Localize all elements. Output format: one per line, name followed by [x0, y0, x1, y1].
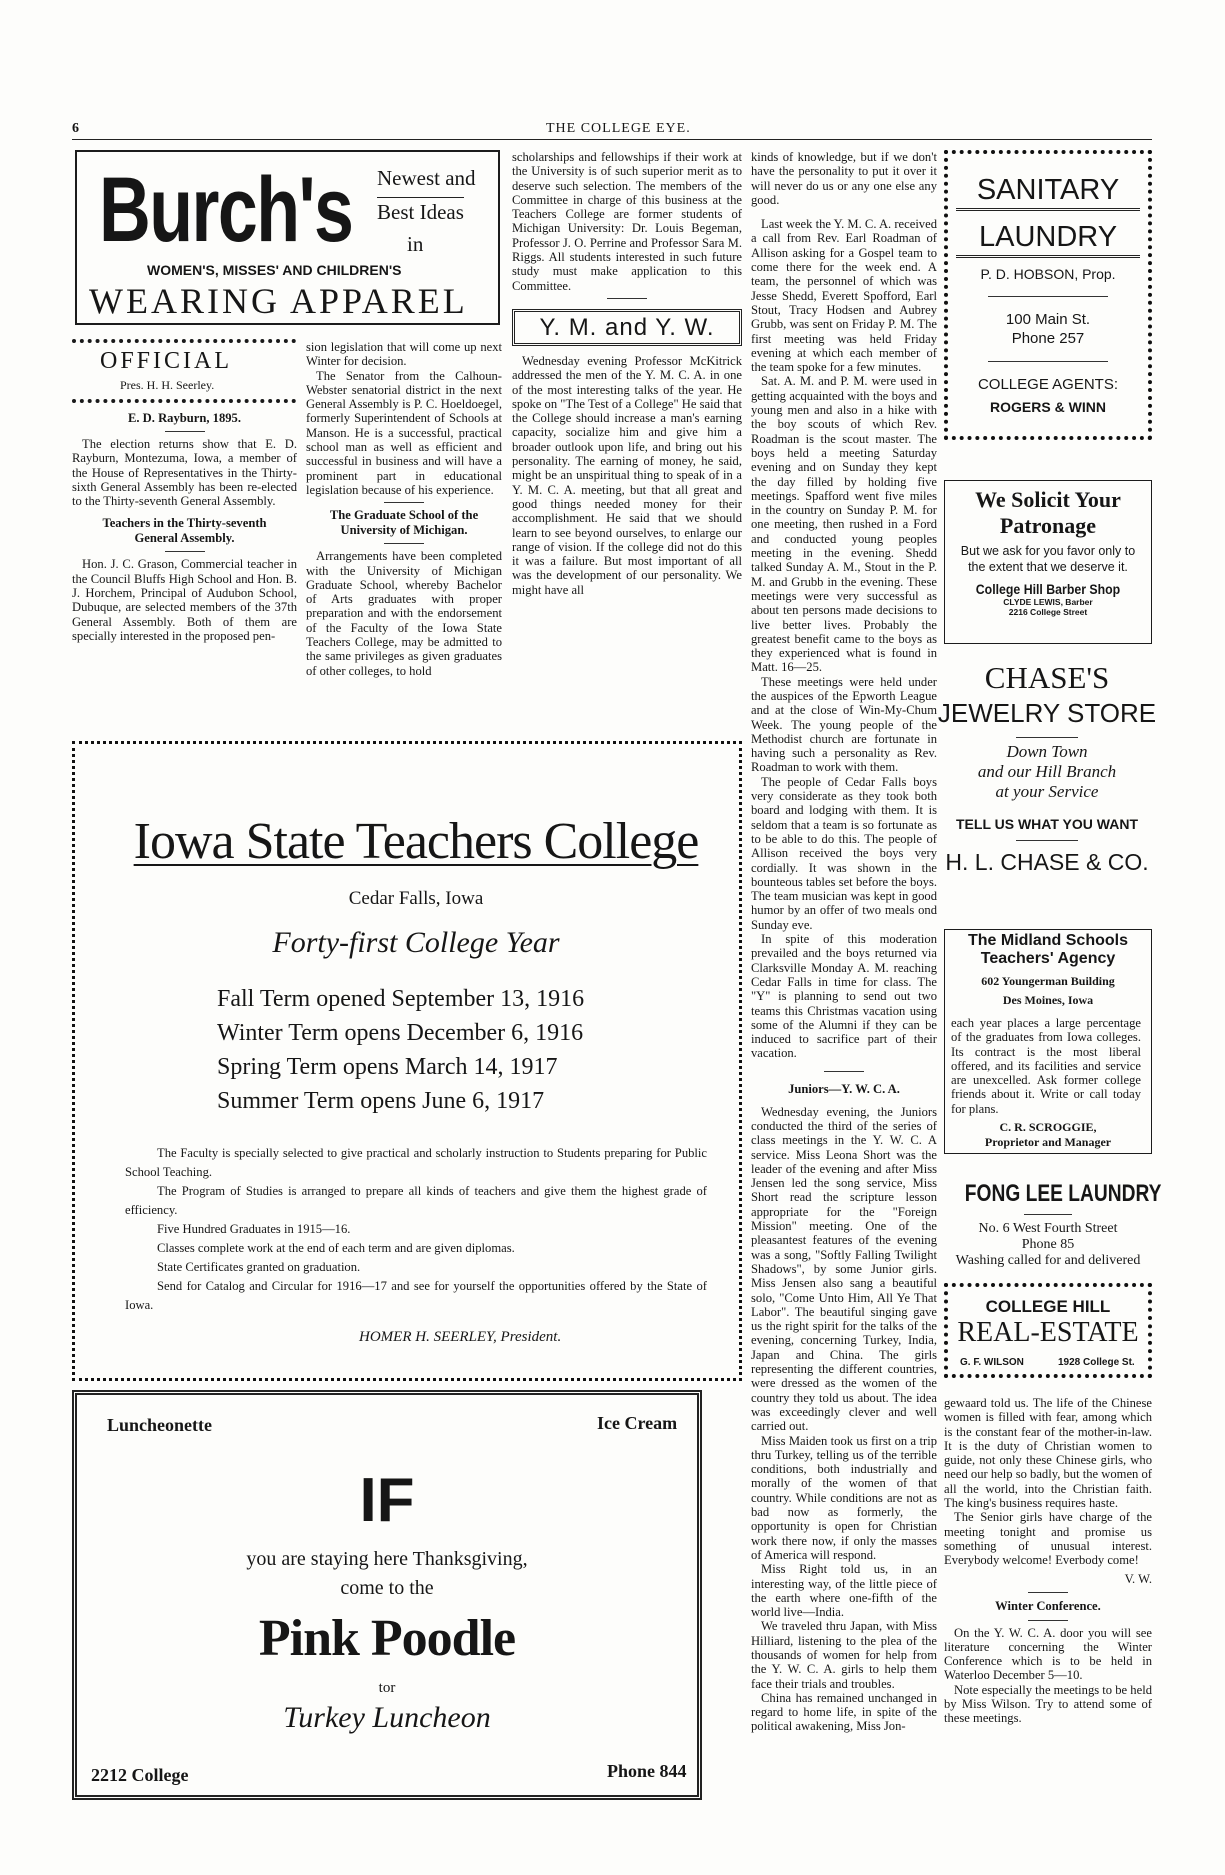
barber-owner: CLYDE LEWIS, Barber [1003, 597, 1093, 607]
article-paragraph: kinds of knowledge, but if we don't have the personality to put it over it will never do us or any one else any good. [751, 150, 937, 207]
realestate-owner: G. F. WILSON [960, 1357, 1024, 1368]
article-paragraph: Wednesday evening, the Juniors conducted the third of the series of class meetings in the Y. W. C. A service. Miss Leona Short was the leader of the evening and after Miss Jensen led the song service, Miss Short read the scripture lesson appropriate for the "Foreign Mission" meeting. One of the pleasantest features of the evening was a song, "Softly Falling Twilight Shadows", by some Junior girls. Miss Jensen also sang a beautiful solo, "Come Unto Him, All Ye That Labor". The beautiful singing gave us the right spirit for the talks of the evening, concerning Turkey, India, Japan and China. The girls representing the different countries, were dressed as the women of the country they told us about. The idea was exceedingly clever and well carried out. [751, 1104, 937, 1434]
official-column-2 [306, 340, 502, 678]
istc-term: Winter Term opens December 6, 1916 [217, 1020, 584, 1046]
sanitary-ad [944, 150, 1152, 440]
midland-address2: Des Moines, Iowa [1002, 993, 1094, 1007]
barber-line1: We Solicit Your [975, 487, 1121, 512]
burchs-tag1: Newest and [377, 166, 476, 190]
midland-line1: The Midland Schools [967, 932, 1128, 949]
sanitary-agents-label: COLLEGE AGENTS: [977, 376, 1119, 393]
fong-service: Washing called for and delivered [955, 1253, 1141, 1268]
sanitary-address: 100 Main St. [1005, 311, 1091, 328]
official-column-1 [72, 411, 297, 643]
realestate-ad [944, 1283, 1152, 1378]
juniors-heading: Juniors—Y. W. C. A. [788, 1081, 900, 1096]
midland-address1: 602 Youngerman Building [981, 974, 1115, 988]
poodle-right-top: Ice Cream [597, 1413, 678, 1433]
column-3 [512, 150, 742, 597]
article-paragraph: Sat. A. M. and P. M. were used in getting acquainted with the boys and young men and also in a hike with the boy scouts of which Rev. Roadman is the scout master. The boys held a meeting Saturday evening and on Sunday they kept the day filled by holding five meetings. Spafford went five miles in the country on Sunday P. M. for one meeting, then rushed in a Ford and conducted young peoples meeting in the evening. Shedd talked Sunday A. M., Stout in the P. M. and Grubb in the evening. These meetings were very successful as about ten persons made decisions to live better lives. Probably the greatest benefit came to the boys as they experienced what is found in Matt. 16—25. [751, 374, 937, 675]
midland-role: Proprietor and Manager [984, 1135, 1112, 1150]
chase-ad [936, 660, 1158, 876]
poodle-line1: you are staying here Thanksgiving, come to the [246, 1548, 528, 1599]
ymyw-heading: Y. M. and Y. W. [539, 313, 715, 341]
burchs-main: WEARING APPAREL [89, 281, 468, 321]
istc-terms [217, 982, 707, 1118]
divider [165, 551, 205, 552]
chase-tag3: at your Service [995, 782, 1099, 801]
barber-text: But we ask for you favor only to the extent that we deserve it. [960, 544, 1136, 574]
istc-line: Five Hundred Graduates in 1915—16. [157, 1222, 351, 1236]
divider [988, 296, 1108, 297]
istc-term: Fall Term opened September 13, 1916 [217, 986, 585, 1012]
official-paragraph: The Senator from the Calhoun-Webster senatorial district in the next General Assembly is P. C. Hoeldoegel, formerly Superintendent of Schools at Manson. He is a successful, practical school man as well as efficient and successful in business and will have a prominent part in educational legislation because of his experience. [306, 368, 502, 497]
official-sub: Pres. H. H. Seerley. [120, 378, 215, 392]
chase-tell: TELL US WHAT YOU WANT [956, 816, 1138, 832]
poodle-left-top: Luncheonette [107, 1415, 212, 1435]
istc-term: Spring Term opens March 14, 1917 [217, 1054, 558, 1080]
winter-heading: Winter Conference. [995, 1598, 1101, 1613]
fong-address: No. 6 West Fourth Street [978, 1221, 1118, 1236]
burchs-ad [75, 150, 500, 325]
article-paragraph: Miss Right told us, in an interesting way, of the little piece of the earth where one-fifth of the world live—India. [751, 1562, 937, 1620]
divider [384, 543, 424, 544]
istc-location: Cedar Falls, Iowa [348, 888, 484, 909]
poodle-address: 2212 College [91, 1765, 189, 1785]
poodle-name: Pink Poodle [258, 1610, 516, 1667]
burchs-name: Burch's [99, 159, 353, 261]
article-signoff: V. W. [1124, 1571, 1152, 1586]
official-paragraph: Hon. J. C. Grason, Commercial teacher in the Council Bluffs High School and Hon. B. J. Horchem, Principal of Audubon School, Dubuque, are selected members of the 37th General Assembly. Both of them are specially interested in the proposed pen- [72, 557, 297, 643]
fong-phone: Phone 85 [1021, 1237, 1075, 1252]
divider [1016, 840, 1078, 841]
official-paragraph: Arrangements have been completed with the University of Michigan Graduate School, whereby Bachelor of Arts graduates with proper preparation and with the endorsement of the Faculty of the Iowa State Teachers College, may be admitted to the same privileges as given graduates of other colleges, to hold [306, 549, 502, 678]
realestate-line1: COLLEGE HILL [985, 1297, 1111, 1316]
sanitary-agents: ROGERS & WINN [990, 399, 1106, 415]
barber-ad [944, 480, 1152, 644]
divider [384, 502, 424, 503]
fong-ad [944, 1180, 1162, 1269]
article-paragraph: On the Y. W. C. A. door you will see literature concerning the Winter Conference which is to be held in Waterloo December 5—10. [944, 1625, 1152, 1683]
sanitary-line1: SANITARY [956, 174, 1140, 211]
istc-line: Send for Catalog and Circular for 1916—17 and see for yourself the opportunities offered by the State of Iowa. [125, 1279, 707, 1312]
official-paragraph: The election returns show that E. D. Rayburn, Montezuma, Iowa, a member of the House of Representatives in the Thirty-sixth General Assembly has been re-elected to the Thirty-seventh General Assembly. [72, 437, 297, 509]
chase-tag2: and our Hill Branch [977, 762, 1117, 781]
divider [1024, 1214, 1072, 1215]
article-paragraph: The Senior girls have charge of the meeting tonight and promise us something of unusual interest. Everybody welcome! Everbody come! [944, 1510, 1152, 1568]
midland-text: each year places a large percentage of the graduates from Iowa colleges. Its contract is the most liberal offered, and its facilities and service are unexcelled. Ask former college friends about it. Write or call today for plans. [951, 1016, 1141, 1116]
chase-tag1: Down Town [1006, 742, 1088, 761]
istc-year: Forty-first College Year [272, 926, 560, 959]
article-paragraph: China has remained unchanged in regard to home life, in spite of the political awakening, Miss Jon- [751, 1690, 937, 1734]
burchs-sub: WOMEN'S, MISSES' AND CHILDREN'S [147, 262, 402, 278]
chase-company: H. L. CHASE & CO. [945, 849, 1149, 875]
article-paragraph: Note especially the meetings to be held by Miss Wilson. Try to attend some of these meetings. [944, 1682, 1152, 1726]
article-paragraph: gewaard told us. The life of the Chinese women is filled with fear, among which is the constant fear of the mother-in-law. It is the duty of Christian women to guide, not only these Chinese girls, who need our help so badly, but the women of all the world, into the Christian faith. The king's business requires haste. [944, 1396, 1152, 1511]
column-4 [751, 150, 937, 1734]
poodle-tor: tor [378, 1680, 396, 1696]
article-paragraph: These meetings were held under the auspices of the Epworth League and at the close of Win-My-Chum Week. The young people of the Methodist church are fortunate in having such a personality as Rev. Roadman to work with them. [751, 674, 937, 775]
poodle-ad [72, 1390, 702, 1800]
istc-body [125, 1144, 707, 1315]
official-title: OFFICIAL [100, 348, 233, 374]
divider [1016, 737, 1078, 738]
divider [607, 298, 647, 299]
istc-ad [125, 812, 707, 1346]
ymyw-heading-box [512, 309, 742, 346]
poodle-phone: Phone 844 [607, 1761, 687, 1781]
burchs-tag2: Best Ideas [377, 197, 464, 225]
barber-line2: Patronage [999, 513, 1097, 538]
divider [1028, 1592, 1068, 1593]
istc-term: Summer Term opens June 6, 1917 [217, 1088, 545, 1114]
official-bottom-border [72, 399, 296, 403]
burchs-tag3: in [407, 232, 424, 256]
article-paragraph: Last week the Y. M. C. A. received a call from Rev. Earl Roadman of Allison asking for a Gospel team to come there for the week end. A team, the personnel of which was Jesse Shedd, Everett Spofford, Earl Stout, Tracy Hodsen and Aubrey Grubb, was sent on Friday P. M. The first meeting was held Friday evening at which each member of the team spoke for a few minutes. [751, 217, 937, 375]
divider [988, 361, 1108, 362]
sanitary-line2: LAUNDRY [956, 221, 1140, 258]
istc-line: State Certificates granted on graduation. [157, 1260, 361, 1274]
official-top-border [72, 339, 296, 343]
article-paragraph: In spite of this moderation prevailed and the boys returned via Clarksville Monday A. M. reaching Cedar Falls in time for class. The "Y" is planning to send out two teams this Christmas vacation using some of the Alumni if they can be induced to sacrifice part of their vacation. [751, 932, 937, 1061]
poodle-big: IF [359, 1466, 415, 1535]
chase-line2: JEWELRY STORE [937, 698, 1157, 728]
midland-ad [944, 929, 1152, 1154]
fong-name: FONG LEE LAUNDRY [964, 1180, 1162, 1207]
divider [824, 1071, 864, 1072]
column-5-bottom [944, 1396, 1152, 1726]
istc-line: The Program of Studies is arranged to prepare all kinds of teachers and give them the highest grade of efficiency. [125, 1184, 707, 1217]
barber-shop: College Hill Barber Shop [975, 581, 1121, 597]
istc-title: Iowa State Teachers College [133, 813, 699, 870]
divider [165, 431, 205, 432]
article-paragraph: The people of Cedar Falls boys very considerate as they took both board and lodging with them. It is seldom that a team is so fortunate as to be able to do this. The people of Allison received the boys very cordially. It was shown in the bounteous tables set before the boys. The team musician was kept in good humor by an offer of two meals ond Sunday eve. [751, 774, 937, 932]
divider [1028, 1620, 1068, 1621]
article-paragraph: Miss Maiden took us first on a trip thru Turkey, telling us of the terrible conditions, both industrially and morally of the women of that country. While conditions are not as bad now as formerly, the opportunity is open for Christian work there now, if only the masses of America will respond. [751, 1433, 937, 1562]
istc-signature: HOMER H. SEERLEY, President. [359, 1329, 562, 1345]
article-paragraph: We traveled thru Japan, with Miss Hilliard, listening to the plea of the thousands of women for help from the Y. W. C. A. girls to help them face their trials and troubles. [751, 1619, 937, 1691]
midland-line2: Teachers' Agency [980, 950, 1116, 967]
official-heading: Teachers in the Thirty-seventh General Assembly. [102, 516, 267, 546]
article-paragraph: scholarships and fellowships if their work at the University is of such superior merit as to deserve such selection. The members of the Committee in charge of this business at the Teachers College are former students of Michigan University: Dr. Louis Begeman, Professor J. O. Perrine and Professor Sara M. Riggs. All students interested in such future study must make application to this Committee. [512, 150, 742, 293]
istc-line: Classes complete work at the end of each term and are given diplomas. [157, 1241, 515, 1255]
header-rule [72, 139, 1152, 140]
realestate-address: 1928 College St. [1058, 1357, 1135, 1368]
page-number: 6 [72, 121, 79, 136]
chase-line1: CHASE'S [984, 660, 1110, 695]
midland-contact: C. R. SCROGGIE, [999, 1120, 1097, 1135]
sanitary-phone: Phone 257 [1011, 330, 1085, 347]
barber-address: 2216 College Street [1008, 607, 1088, 617]
article-paragraph: Wednesday evening Professor McKitrick addressed the men of the Y. M. C. A. in one of the most interesting talks of the year. He spoke on "The Test of a College" He said that the College should increase a man's earning capacity, socialize him and give him a broader outlook upon life, and bring out his personality. The earning of money, he said, might be an unspiritual thing to speak of in a Y. M. C. A. meeting, but that all great and good things needed money for their accomplishment. He said that we should learn to see beyond ourselves, to enlarge our range of vision. If the college did not do this it was a failure. But most important of all was the development of our personality. We might have all [512, 353, 742, 597]
michigan-heading: The Graduate School of the University of Michigan. [329, 508, 479, 538]
realestate-line2: REAL-ESTATE [957, 1317, 1139, 1348]
official-paragraph: sion legislation that will come up next Winter for decision. [306, 340, 502, 369]
sanitary-owner: P. D. HOBSON, Prop. [980, 266, 1116, 282]
official-byline: E. D. Rayburn, 1895. [127, 411, 241, 425]
poodle-sub: Turkey Luncheon [283, 1701, 491, 1734]
istc-line: The Faculty is specially selected to give practical and scholarly instruction to Students preparing for Public School Teaching. [125, 1146, 707, 1179]
running-head: THE COLLEGE EYE. [546, 121, 691, 136]
